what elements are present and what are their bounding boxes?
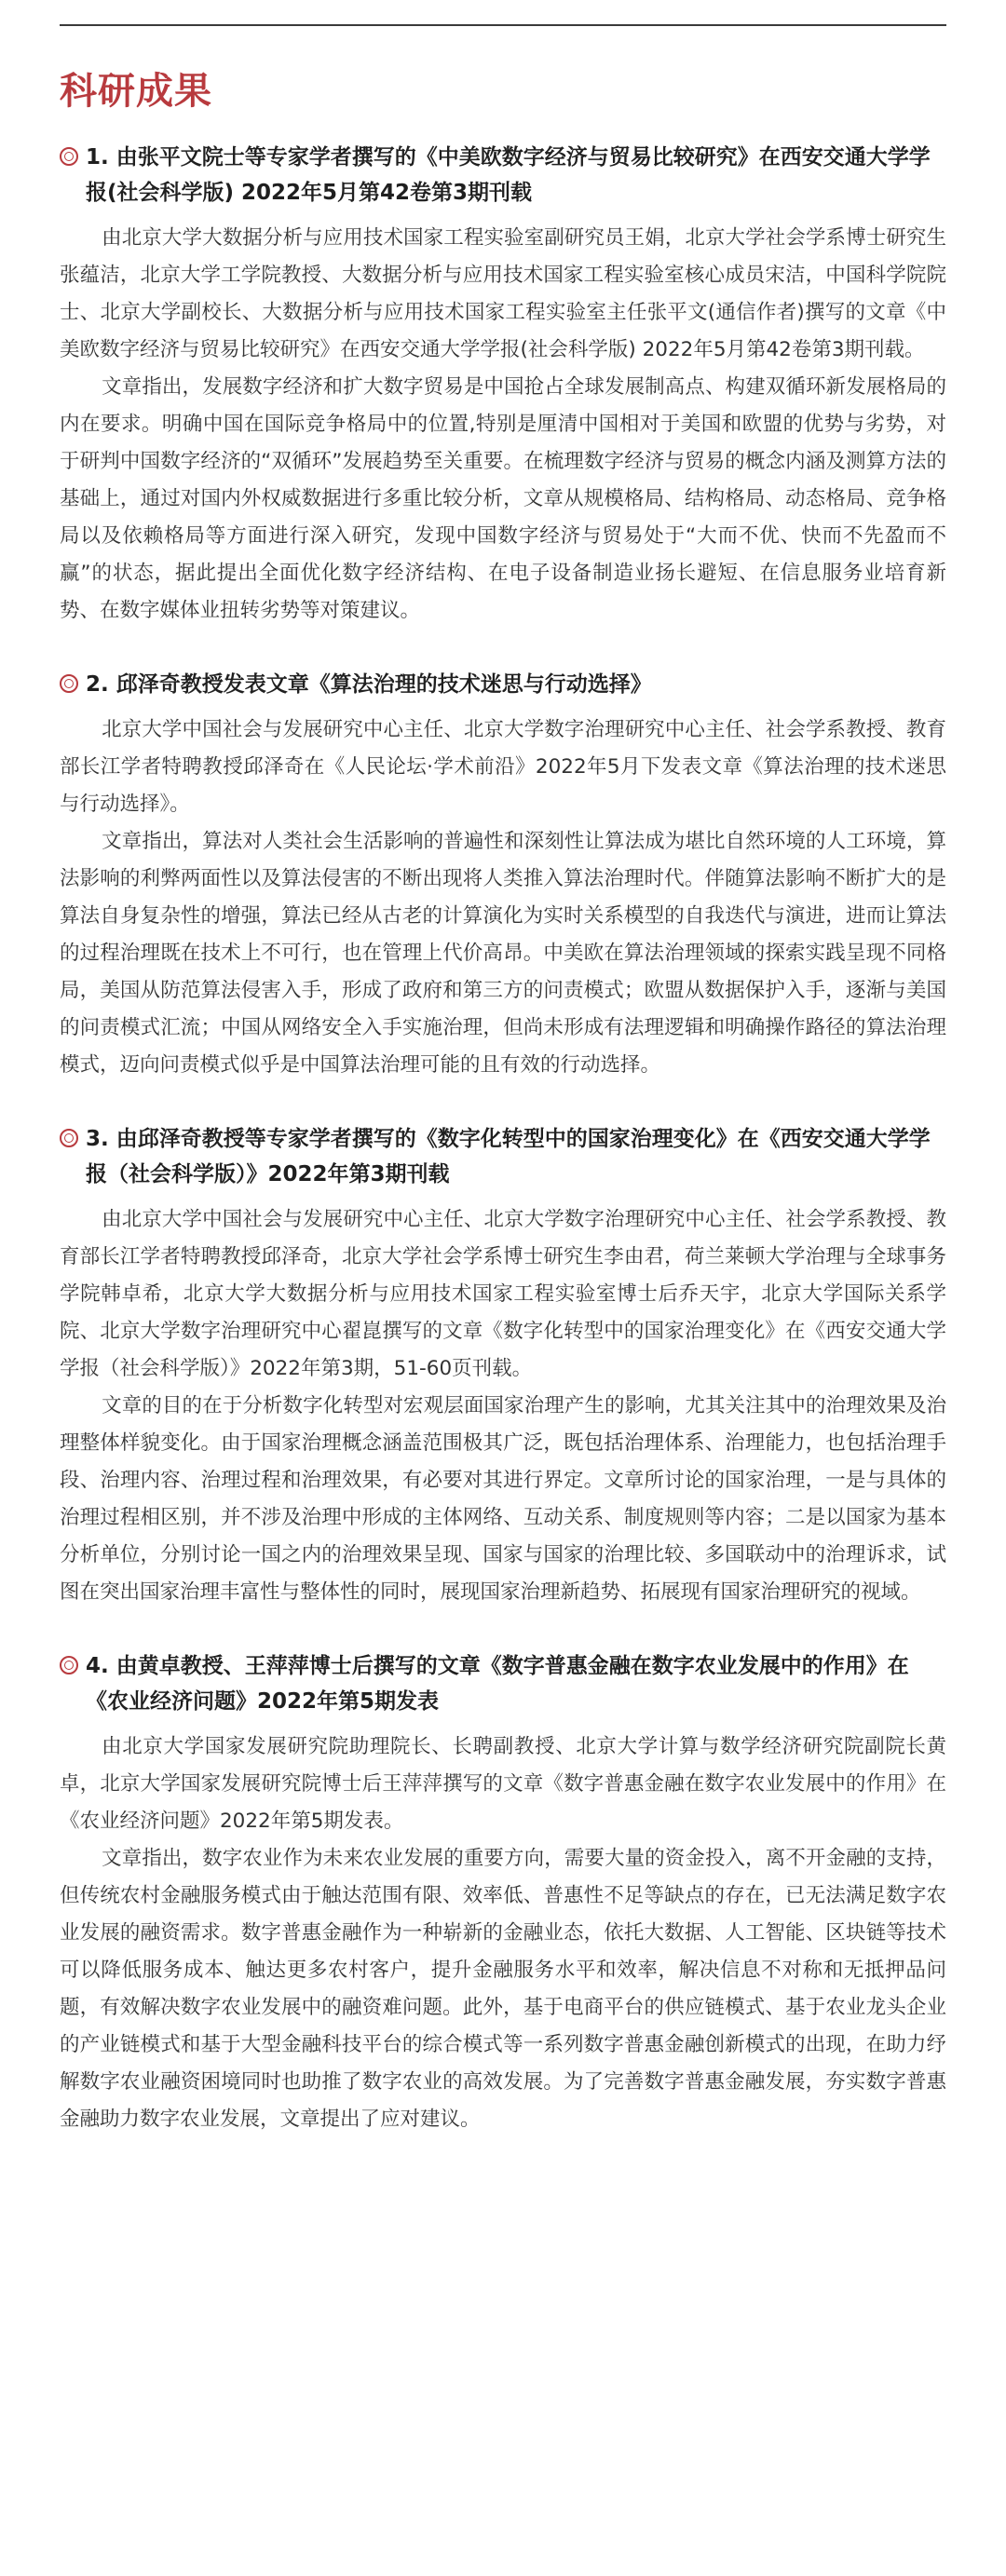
article-title xyxy=(60,1648,946,1719)
article-item-3 xyxy=(60,1121,946,1611)
article-title xyxy=(60,140,946,210)
article-paragraph: 由北京大学大数据分析与应用技术国家工程实验室副研究员王娟，北京大学社会学系博士研究生张蕴洁，北京大学工学院教授、大数据分析与应用技术国家工程实验室核心成员宋洁，中国科学院院士、北京大学副校长、大数据分析与应用技术国家工程实验室主任张平文(通信作者)撰写的文章《中美欧数字经济与贸易比较研究》在西安交通大学学报(社会科学版) 2022年5月第42卷第3期刊载。 xyxy=(60,226,946,361)
article-paragraph: 文章指出，数字农业作为未来农业发展的重要方向，需要大量的资金投入，离不开金融的支持，但传统农村金融服务模式由于触达范围有限、效率低、普惠性不足等缺点的存在，已无法满足数字农业发展的融资需求。数字普惠金融作为一种崭新的金融业态，依托大数据、人工智能、区块链等技术可以降低服务成本、触达更多农村客户，提升金融服务水平和效率，解决信息不对称和无抵押品问题，有效解决数字农业发展中的融资难问题。此外，基于电商平台的供应链模式、基于农业龙头企业的产业链模式和基于大型金融科技平台的综合模式等一系列数字普惠金融创新模式的出现，在助力纾解数字农业融资困境同时也助推了数字农业的高效发展。为了完善数字普惠金融发展，夯实数字普惠金融助力数字农业发展，文章提出了应对建议。 xyxy=(60,1847,946,2131)
circle-bullet-icon xyxy=(60,1656,78,1674)
article-item-4 xyxy=(60,1648,946,2138)
article-title-text: 2. 邱泽奇教授发表文章《算法治理的技术迷思与行动选择》 xyxy=(86,672,652,697)
article-paragraph: 文章的目的在于分析数字化转型对宏观层面国家治理产生的影响，尤其关注其中的治理效果及治理整体样貌变化。由于国家治理概念涵盖范围极其广泛，既包括治理体系、治理能力，也包括治理手段、治理内容、治理过程和治理效果，有必要对其进行界定。文章所讨论的国家治理，一是与具体的治理过程相区别，并不涉及治理中形成的主体网络、互动关系、制度规则等内容；二是以国家为基本分析单位，分别讨论一国之内的治理效果呈现、国家与国家的治理比较、多国联动中的治理诉求，试图在突出国家治理丰富性与整体性的同时，展现国家治理新趋势、拓展现有国家治理研究的视域。 xyxy=(60,1394,946,1604)
article-paragraph: 文章指出，算法对人类社会生活影响的普遍性和深刻性让算法成为堪比自然环境的人工环境，算法影响的利弊两面性以及算法侵害的不断出现将人类推入算法治理时代。伴随算法影响不断扩大的是算法自身复杂性的增强，算法已经从古老的计算演化为实时关系模型的自我迭代与演进，进而让算法的过程治理既在技术上不可行，也在管理上代价高昂。中美欧在算法治理领域的探索实践呈现不同格局，美国从防范算法侵害入手，形成了政府和第三方的问责模式；欧盟从数据保护入手，逐渐与美国的问责模式汇流；中国从网络安全入手实施治理，但尚未形成有法理逻辑和明确操作路径的算法治理模式，迈向问责模式似乎是中国算法治理可能的且有效的行动选择。 xyxy=(60,830,946,1077)
article-title-text: 4. 由黄卓教授、王萍萍博士后撰写的文章《数字普惠金融在数字农业发展中的作用》在《农业经济问题》2022年第5期发表 xyxy=(86,1654,909,1714)
circle-bullet-icon xyxy=(60,147,78,166)
article-title-text: 1. 由张平文院士等专家学者撰写的《中美欧数字经济与贸易比较研究》在西安交通大学学报(社会科学版) 2022年5月第42卷第3期刊载 xyxy=(86,145,931,205)
article-paragraph: 由北京大学中国社会与发展研究中心主任、北京大学数字治理研究中心主任、社会学系教授、教育部长江学者特聘教授邱泽奇，北京大学社会学系博士研究生李由君，荷兰莱顿大学治理与全球事务学院韩卓希，北京大学大数据分析与应用技术国家工程实验室博士后乔天宇，北京大学国际关系学院、北京大学数字治理研究中心翟崑撰写的文章《数字化转型中的国家治理变化》在《西安交通大学学报（社会科学版）》2022年第3期，51-60页刊载。 xyxy=(60,1208,946,1380)
circle-bullet-icon xyxy=(60,674,78,693)
circle-bullet-icon xyxy=(60,1129,78,1147)
article-item-1 xyxy=(60,140,946,630)
section-title: 科研成果 xyxy=(60,70,212,113)
article-paragraph: 北京大学中国社会与发展研究中心主任、北京大学数字治理研究中心主任、社会学系教授、教育部长江学者特聘教授邱泽奇在《人民论坛·学术前沿》2022年5月下发表文章《算法治理的技术迷思与行动选择》。 xyxy=(60,718,946,816)
top-divider xyxy=(60,24,946,26)
article-list xyxy=(60,140,946,2176)
article-title xyxy=(60,667,946,702)
article-title xyxy=(60,1121,946,1192)
article-title-text: 3. 由邱泽奇教授等专家学者撰写的《数字化转型中的国家治理变化》在《西安交通大学学报（社会科学版）》2022年第3期刊载 xyxy=(86,1127,931,1186)
article-paragraph: 由北京大学国家发展研究院助理院长、长聘副教授、北京大学计算与数学经济研究院副院长黄卓，北京大学国家发展研究院博士后王萍萍撰写的文章《数字普惠金融在数字农业发展中的作用》在《农业经济问题》2022年第5期发表。 xyxy=(60,1735,946,1833)
article-item-2 xyxy=(60,667,946,1084)
article-paragraph: 文章指出，发展数字经济和扩大数字贸易是中国抢占全球发展制高点、构建双循环新发展格局的内在要求。明确中国在国际竞争格局中的位置,特别是厘清中国相对于美国和欧盟的优势与劣势，对于研判中国数字经济的“双循环”发展趋势至关重要。在梳理数字经济与贸易的概念内涵及测算方法的基础上，通过对国内外权威数据进行多重比较分析，文章从规模格局、结构格局、动态格局、竞争格局以及依赖格局等方面进行深入研究，发现中国数字经济与贸易处于“大而不优、快而不先盈而不赢”的状态，据此提出全面优化数字经济结构、在电子设备制造业扬长避短、在信息服务业培育新势、在数字媒体业扭转劣势等对策建议。 xyxy=(60,375,946,622)
